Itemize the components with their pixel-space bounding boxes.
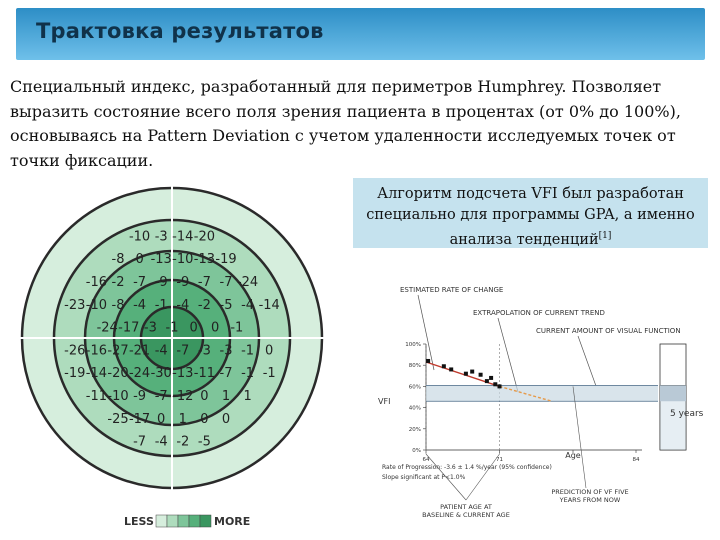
vf-bar-loss xyxy=(660,385,686,401)
grid-value: -20 xyxy=(193,229,216,245)
chart-plot-area xyxy=(405,342,686,463)
grid-value: 0 xyxy=(189,320,198,336)
vfi-trend-chart xyxy=(378,280,708,530)
grid-value: -8 xyxy=(111,252,125,268)
grid-value: 1 xyxy=(221,389,231,404)
grid-value: -7 xyxy=(176,343,190,359)
grid-value: -24 xyxy=(96,320,118,336)
grid-value: 0 xyxy=(200,389,209,404)
grid-value: -10 xyxy=(107,389,129,404)
grid-value: -20 xyxy=(107,366,129,382)
data-point xyxy=(442,364,446,368)
grid-value: -7 xyxy=(219,366,233,382)
footnote-2: Slope significant at P<1.0% xyxy=(382,474,466,481)
label-extrapolation: EXTRAPOLATION OF CURRENT TREND xyxy=(473,309,605,317)
grid-value: -2 xyxy=(176,434,190,450)
grid-value: 1 xyxy=(243,389,252,404)
grid-value: -8 xyxy=(111,297,125,313)
pointer-extrapolation xyxy=(498,318,518,392)
chart-ylabel: VFI xyxy=(378,397,391,406)
grid-value: -4 xyxy=(241,297,255,313)
grid-value: -14 xyxy=(85,366,108,382)
data-point xyxy=(426,359,430,363)
bottom-annotations xyxy=(422,386,629,519)
grid-value: 1 xyxy=(178,411,187,427)
grid-value: -7 xyxy=(133,275,147,290)
grid-value: -10 xyxy=(128,229,151,245)
chart-x-tick-label: 64 xyxy=(422,457,430,463)
legend-less: LESS xyxy=(124,515,154,528)
data-point xyxy=(464,372,468,376)
grid-value: -3 xyxy=(219,343,233,359)
grid-value: -3 xyxy=(143,320,157,336)
legend-more: MORE xyxy=(214,515,251,528)
grid-value: -14 xyxy=(258,297,280,313)
grid-value: -1 xyxy=(262,366,276,382)
grid-value: -24 xyxy=(236,275,259,290)
grid-value: -1 xyxy=(241,343,255,359)
pointer-current-amount xyxy=(578,336,596,386)
chart-y-tick-label: 60% xyxy=(408,384,421,391)
grid-value: -12 xyxy=(172,389,194,404)
grid-value: -2 xyxy=(197,297,211,313)
intro-paragraph: Специальный индекс, разработанный для периметров Humphrey. Позволяет выразить состояние всего поля зрения пациента в процентах (от 0% до 100%), основываясь на Pattern Deviation с учетом удаленности исследуемых точек от точки фиксации. xyxy=(10,77,681,170)
note-text xyxy=(359,184,702,251)
label-estimated-rate: ESTIMATED RATE OF CHANGE xyxy=(400,286,504,294)
grid-value: -7 xyxy=(154,389,168,404)
data-point xyxy=(493,382,497,386)
grid-value: -5 xyxy=(197,434,211,450)
grid-value: -7 xyxy=(133,434,147,450)
grid-value: -13 xyxy=(193,252,216,268)
grid-value: -11 xyxy=(193,366,216,382)
grid-value: -23 xyxy=(64,297,86,313)
data-point xyxy=(479,373,483,377)
chart-x-tick-label: 84 xyxy=(632,457,640,463)
note-box xyxy=(353,178,708,248)
legend-swatches xyxy=(156,515,211,527)
grid-value: -4 xyxy=(176,297,190,313)
grid-value: -16 xyxy=(85,343,108,359)
grid-value: -5 xyxy=(219,297,233,313)
grid-value: -4 xyxy=(154,434,168,450)
current-amount-band xyxy=(426,385,658,401)
legend-swatch xyxy=(156,515,167,527)
chart-y-tick-label: 20% xyxy=(408,426,421,433)
footnote-1: Rate of Progression: -3.6 ± 1.4 %/year (95% confidence) xyxy=(382,464,552,471)
grid-value: -2 xyxy=(111,275,125,290)
chart-x-tick-label: 71 xyxy=(496,457,503,463)
chart-x-tick-label: Age xyxy=(565,451,581,460)
chart-y-tick-label: 100% xyxy=(405,342,421,348)
grid-value: -10 xyxy=(85,297,108,313)
grid-value: 0 xyxy=(135,252,144,268)
data-point xyxy=(498,384,502,388)
grid-value: -9 xyxy=(154,275,168,290)
legend-swatch xyxy=(167,515,178,527)
grid-value: 0 xyxy=(200,411,209,427)
grid-value: -1 xyxy=(241,366,255,382)
grid-value: -9 xyxy=(133,389,147,404)
grid-value: 0 xyxy=(157,411,166,427)
pointer-patient-age xyxy=(466,454,500,500)
grid-value: -3 xyxy=(197,343,211,359)
grid-value: -17 xyxy=(128,411,151,427)
data-point xyxy=(449,367,453,371)
label-patient-age: PATIENT AGE AT BASELINE & CURRENT AGE xyxy=(422,503,510,519)
grid-value: -13 xyxy=(150,252,172,268)
grid-value: -1 xyxy=(154,297,168,313)
legend-swatch xyxy=(189,515,200,527)
label-five-years: 5 years xyxy=(670,409,704,419)
deviation-map xyxy=(0,180,350,540)
legend-swatch xyxy=(200,515,211,527)
grid-value: -1 xyxy=(230,320,244,336)
grid-value: -25 xyxy=(107,411,129,427)
chart-y-tick-label: 40% xyxy=(408,405,421,412)
grid-value: 0 xyxy=(265,343,274,359)
grid-value: -26 xyxy=(64,343,86,359)
grid-value: -19 xyxy=(64,366,86,382)
grid-value: -30 xyxy=(150,366,172,382)
grid-value: -4 xyxy=(154,343,168,359)
grid-value: -10 xyxy=(172,252,194,268)
note-reference: [1] xyxy=(598,231,612,241)
grid-value: -27 xyxy=(107,343,129,359)
note-body: Алгоритм подсчета VFI был разработан специально для программы GPA, а именно анализа тенденций xyxy=(366,186,695,248)
data-point xyxy=(489,376,493,380)
chart-y-tick-label: 80% xyxy=(408,363,421,370)
label-current-amount: CURRENT AMOUNT OF VISUAL FUNCTION xyxy=(536,327,681,335)
grid-value: -21 xyxy=(128,343,151,359)
grid-value: -16 xyxy=(85,275,108,290)
grid-value: 0 xyxy=(221,411,231,427)
data-point xyxy=(485,379,489,383)
chart-y-tick-label: 0% xyxy=(412,448,421,454)
grid-value: -7 xyxy=(197,275,211,290)
grid-value: -13 xyxy=(172,366,194,382)
grid-value: -14 xyxy=(172,229,194,245)
grid-value: -19 xyxy=(215,252,237,268)
label-prediction: PREDICTION OF VF FIVE YEARS FROM NOW xyxy=(551,488,629,504)
grid-value: 0 xyxy=(211,320,220,336)
data-point xyxy=(470,370,474,374)
grid-value: -24 xyxy=(128,366,151,382)
grid-value: -9 xyxy=(176,275,190,290)
legend-swatch xyxy=(178,515,189,527)
grid-value: -11 xyxy=(85,389,108,404)
grid-value: -4 xyxy=(133,297,147,313)
grid-value: -17 xyxy=(118,320,140,336)
grid-value: -3 xyxy=(154,229,168,245)
page-title: Трактовка результатов xyxy=(36,19,324,43)
grid-value: -1 xyxy=(165,320,179,336)
grid-value: -7 xyxy=(219,275,233,290)
